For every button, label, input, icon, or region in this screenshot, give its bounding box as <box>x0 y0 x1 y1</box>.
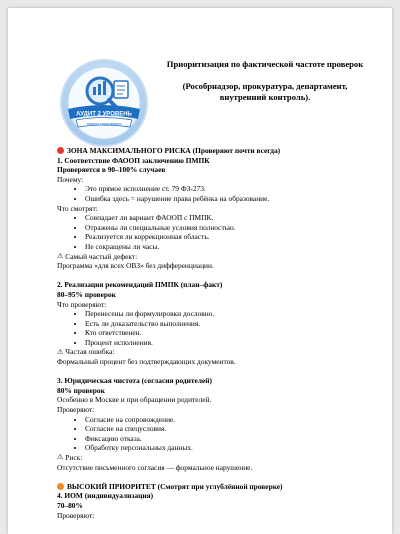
svg-text:АУДИТ 2 УРОВЕНЬ: АУДИТ 2 УРОВЕНЬ <box>76 111 132 118</box>
warning-icon: ⚠ <box>57 347 64 356</box>
document-title: Приоритизация по фактической частоте проверок <box>166 59 364 69</box>
checklist-icon <box>114 81 128 98</box>
list-item: • Фиксацию отказа. <box>85 434 377 444</box>
item-3-frequency: 80% проверок <box>57 385 105 395</box>
list-item: • Согласие на спецусловия. <box>85 424 377 434</box>
item-2-title: 2. Реализация рекомендаций ПМПК (план–факт) <box>57 280 223 290</box>
item-3-risk-text: Отсутствие письменного согласия — формальное нарушение. <box>57 462 253 472</box>
list-item: • Это прямое исполнение ст. 79 ФЗ-273. <box>85 184 377 194</box>
list-item: • Перенесены ли формулировки дословно. <box>85 309 377 319</box>
item-1-why-label: Почему: <box>57 174 84 184</box>
list-item: • Совпадает ли вариант ФАООП с ПМПК. <box>85 213 377 223</box>
list-item: • Отражены ли специальные условия полностью. <box>85 223 377 233</box>
item-4-frequency: 70–80% <box>57 500 83 510</box>
item-2-check-list <box>57 309 377 347</box>
item-3-check-label: Проверяют: <box>57 405 95 415</box>
item-1-check-list <box>57 213 377 251</box>
orange-circle-icon <box>57 483 64 490</box>
item-1-check-label: Что смотрят: <box>57 203 98 213</box>
item-4-title: 4. ИОМ (индивидуализация) <box>57 491 154 501</box>
list-item: • Согласие на сопровождение. <box>85 415 377 425</box>
svg-text:анализ содержания: анализ содержания <box>86 122 122 126</box>
item-4-check-label: Проверяют: <box>57 510 95 520</box>
item-1-title: 1. Соответствие ФАООП заключению ПМПК <box>57 155 210 165</box>
item-3-risk-label: ⚠ Риск: <box>57 453 83 462</box>
list-item: • Реализуется ли коррекционная область. <box>85 232 377 242</box>
item-3-extra: Особенно в Москве и при обращении родителей. <box>57 395 212 405</box>
item-2-error-label: ⚠ Частая ошибка: <box>57 347 115 357</box>
list-item: • Есть ли доказательство выполнения. <box>85 319 377 329</box>
item-3-check-list <box>57 415 377 453</box>
warning-icon: ⚠ <box>57 251 64 260</box>
red-circle-icon <box>57 147 64 154</box>
item-2-check-label: Что проверяют: <box>57 299 107 309</box>
item-3-title: 3. Юридическая чистота (согласия родителей) <box>57 376 212 386</box>
list-item: • Обработку персональных данных. <box>85 443 377 453</box>
item-2-error-text: Формальный процент без подтверждающих документов. <box>57 357 236 367</box>
item-1-why-list <box>57 184 377 203</box>
audit-badge-logo <box>58 57 150 149</box>
document-page <box>8 8 392 534</box>
list-item: • Не сокращены ли часы. <box>85 242 377 252</box>
document-content <box>57 146 377 520</box>
zone-high-priority-heading: ВЫСОКИЙ ПРИОРИТЕТ (Смотрят при углублённой проверке) <box>57 482 377 492</box>
item-1-defect-text: Программа «для всех ОВЗ» без дифференциации. <box>57 261 214 271</box>
document-title-block <box>154 59 376 103</box>
item-1-frequency: Проверяется в 90–100% случаев <box>57 165 166 175</box>
item-1-defect-label: ⚠ Самый частый дефект: <box>57 251 138 261</box>
warning-icon: ⚠ <box>57 453 64 462</box>
document-subtitle: (Рособрнадзор, прокуратура, департамент, внутренний контроль). <box>182 81 348 102</box>
item-2-frequency: 80–95% проверок <box>57 289 116 299</box>
list-item: • Процент исполнения. <box>85 338 377 348</box>
zone-max-risk-heading: ЗОНА МАКСИМАЛЬНОГО РИСКА (Проверяют почти всегда) <box>57 146 377 156</box>
list-item: • Кто ответственен. <box>85 328 377 338</box>
list-item: • Ошибка здесь = нарушение права ребёнка на образование. <box>85 194 377 204</box>
